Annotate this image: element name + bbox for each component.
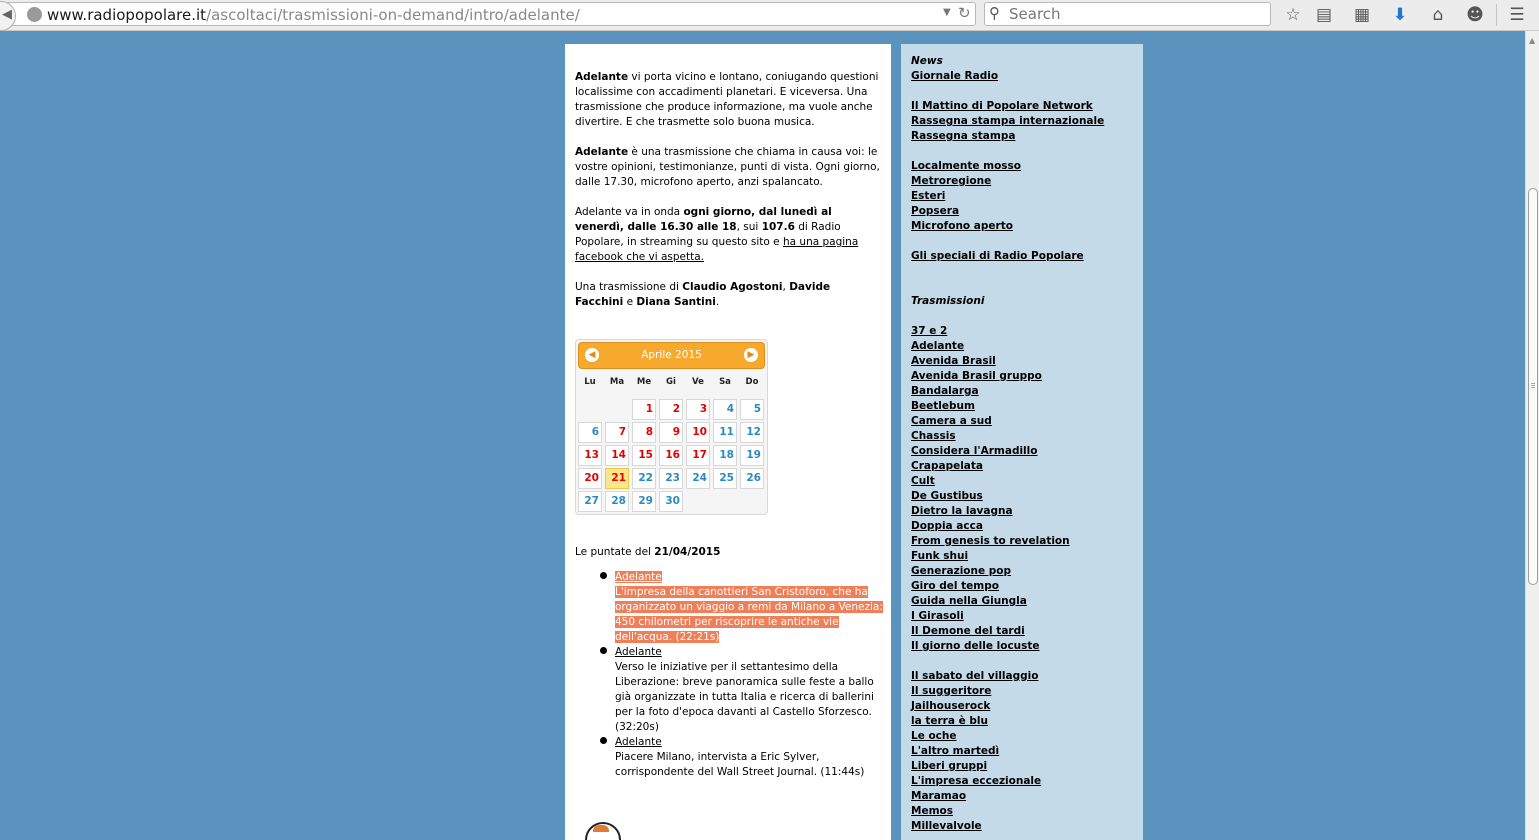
back-arrow-icon: ◀ [2, 7, 12, 22]
main-content [565, 44, 891, 840]
bullet-icon [600, 647, 607, 654]
episode-title-link[interactable]: Adelante [615, 571, 662, 583]
scroll-up-icon[interactable]: ▲ [1529, 36, 1536, 45]
episode-description-line: L'impresa della canottieri San Cristoforo, che ha [615, 586, 868, 598]
episode-description-line: 450 chilometri per riscoprire le antiche vie [615, 616, 839, 628]
episode-description-line: organizzato un viaggio a remi da Milano a Venezia: [615, 601, 883, 613]
facebook-link[interactable]: ha una pagina facebook che vi aspetta. [575, 236, 859, 263]
calendar-month-label: Aprile 2015 [641, 349, 702, 361]
calendar-day[interactable]: 18 [713, 445, 737, 466]
schedule-text: , sui [736, 221, 762, 233]
calendar-day-selected[interactable]: 21 [605, 468, 629, 489]
calendar-day[interactable]: 28 [605, 491, 629, 512]
host-name: Diana Santini [636, 296, 716, 308]
sidebar-link[interactable]: Crapapelata [911, 460, 983, 472]
sidebar-link[interactable]: Camera a sud [911, 415, 992, 427]
calendar-day[interactable]: 7 [605, 422, 629, 443]
calendar-day[interactable]: 1 [632, 399, 656, 420]
reading-list-icon[interactable]: ▤ [1315, 5, 1333, 25]
scroll-thumb[interactable] [1528, 188, 1538, 585]
calendar-day[interactable]: 24 [686, 468, 710, 489]
sidebar-heading-shows: Trasmissioni [911, 295, 985, 307]
search-input[interactable] [1009, 5, 1264, 23]
mascot-hair [593, 825, 609, 832]
calendar-day[interactable]: 26 [740, 468, 764, 489]
sidebar-link[interactable]: Popsera [911, 205, 960, 217]
intro-paragraph-2 [575, 145, 880, 190]
sidebar-link[interactable]: Cult [911, 475, 935, 487]
schedule-text: Adelante va in onda [575, 206, 684, 218]
sidebar-link[interactable]: Rassegna stampa [911, 130, 1016, 142]
sidebar-link[interactable]: Bandalarga [911, 385, 979, 397]
episode-description-line: corrispondente del Wall Street Journal. (11:44s) [615, 766, 865, 778]
sidebar-link[interactable]: Le oche [911, 730, 957, 742]
episode-text [615, 735, 885, 780]
calendar-day[interactable]: 12 [740, 422, 764, 443]
sidebar-link[interactable]: Adelante [911, 340, 965, 352]
episode-title-link[interactable]: Adelante [615, 646, 662, 658]
sidebar-link[interactable]: Il Demone del tardi [911, 625, 1025, 637]
calendar-day[interactable]: 9 [659, 422, 683, 443]
episode-description-line: per la foto d'epoca davanti al Castello Sforzesco. [615, 706, 872, 718]
sidebar-link[interactable]: L'altro martedì [911, 745, 1000, 757]
calendar-day[interactable]: 19 [740, 445, 764, 466]
episodes-date: 21/04/2015 [654, 546, 721, 558]
calendar-prev-icon[interactable]: ◀ [585, 348, 599, 362]
url-domain: www.radiopopolare.it [47, 6, 207, 24]
calendar-day[interactable]: 29 [632, 491, 656, 512]
episode-description-line: dell'acqua. (22:21s) [615, 631, 720, 643]
calendar-day[interactable]: 17 [686, 445, 710, 466]
calendar-day[interactable]: 14 [605, 445, 629, 466]
calendar-day[interactable]: 4 [713, 399, 737, 420]
sidebar-link[interactable]: I Girasoli [911, 610, 964, 622]
weekday-label: Me [636, 377, 652, 387]
sidebar-link[interactable]: Gli speciali di Radio Popolare [911, 250, 1084, 262]
sidebar-link[interactable]: Il sabato del villaggio [911, 670, 1039, 682]
frequency: 107.6 [761, 221, 795, 233]
credits-text: , [782, 281, 790, 293]
sidebar-link[interactable]: Localmente mosso [911, 160, 1022, 172]
sidebar-link[interactable]: Esteri [911, 190, 946, 202]
bullet-icon [600, 572, 607, 579]
sidebar-link[interactable]: Il giorno delle locuste [911, 640, 1040, 652]
credits-text: . [715, 296, 720, 308]
host-name: Claudio Agostoni [682, 281, 783, 293]
schedule-text: di Radio Popolare, in streaming su questo sito e [575, 221, 841, 248]
intro-text-1: vi porta vicino e lontano, coniugando questioni localissime con accadimenti planetari. E viceversa. Una trasmissione che produce informazione, ma vuole anche divertire. E che trasmette solo buona musica. [575, 71, 879, 128]
intro-paragraph-4 [575, 280, 880, 310]
pocket-grid-icon[interactable]: ▦ [1353, 5, 1371, 25]
episodes-date-prefix: Le puntate del [575, 546, 655, 558]
calendar-day[interactable]: 5 [740, 399, 764, 420]
episode-description-line: Liberazione: breve panoramica sulle feste a ballo [615, 676, 874, 688]
weekday-label: Lu [584, 377, 596, 387]
schedule-days: ogni giorno, dal lunedì al venerdì, dalle 16.30 alle 18 [575, 206, 832, 233]
calendar-day[interactable]: 13 [578, 445, 602, 466]
calendar-day[interactable]: 10 [686, 422, 710, 443]
reload-icon[interactable]: ↻ [958, 4, 971, 22]
sidebar-link[interactable]: Millevalvole [911, 820, 982, 832]
sidebar-link[interactable]: Giornale Radio [911, 70, 999, 82]
search-bar[interactable] [984, 2, 1271, 26]
sidebar-heading-news: News [911, 55, 943, 67]
intro-text-2: è una trasmissione che chiama in causa voi: le vostre opinioni, testimonianze, punti di vista. Ogni giorno, dalle 17.30, microfono aperto, anzi spalancato. [575, 146, 880, 188]
calendar-day[interactable]: 3 [686, 399, 710, 420]
episode-description-line: già organizzate in tutta Italia e ricerca di ballerini [615, 691, 874, 703]
calendar-day[interactable]: 22 [632, 468, 656, 489]
back-button[interactable] [0, 1, 16, 31]
url-bar[interactable] [0, 2, 976, 26]
sidebar-link[interactable]: Chassis [911, 430, 956, 442]
calendar-day[interactable]: 16 [659, 445, 683, 466]
episode-title-link[interactable]: Adelante [615, 736, 662, 748]
sidebar-link[interactable]: Maramao [911, 790, 967, 802]
search-icon: ⚲ [989, 4, 1000, 22]
episode-text [615, 645, 885, 735]
globe-icon [27, 7, 42, 22]
sidebar-link[interactable]: Guida nella Giungla [911, 595, 1027, 607]
episodes-date-line [575, 546, 720, 558]
weekday-label: Do [745, 377, 759, 387]
weekday-label: Sa [719, 377, 731, 387]
weekday-label: Ma [609, 377, 625, 387]
url-dropdown-icon[interactable]: ▼ [943, 7, 951, 18]
sidebar-link[interactable]: Metroregione [911, 175, 992, 187]
calendar-day[interactable]: 30 [659, 491, 683, 512]
sidebar-link[interactable]: Giro del tempo [911, 580, 999, 592]
episode-description-line: Piacere Milano, intervista a Eric Sylver, [615, 751, 820, 763]
url-path: /ascoltaci/trasmissioni-on-demand/intro/adelante/ [206, 6, 580, 24]
sidebar-link[interactable]: L'impresa eccezionale [911, 775, 1042, 787]
sidebar-link[interactable]: Avenida Brasil [911, 355, 996, 367]
sidebar-link[interactable]: Funk shui [911, 550, 969, 562]
calendar-day[interactable]: 15 [632, 445, 656, 466]
sidebar-link[interactable]: Liberi gruppi [911, 760, 988, 772]
calendar-header [578, 342, 765, 369]
toolbar-separator [1496, 4, 1497, 26]
home-icon[interactable]: ⌂ [1432, 5, 1444, 25]
show-name: Adelante [575, 146, 629, 158]
episode-text [615, 570, 885, 645]
browser-toolbar [0, 0, 1539, 31]
sidebar-link[interactable]: Generazione pop [911, 565, 1012, 577]
credits-text: Una trasmissione di [575, 281, 683, 293]
calendar-day[interactable]: 23 [659, 468, 683, 489]
show-name: Adelante [575, 71, 629, 83]
credits-text: e [623, 296, 637, 308]
download-icon[interactable]: ⬇ [1392, 5, 1408, 25]
menu-icon[interactable]: ☰ [1509, 5, 1525, 25]
sidebar-link[interactable]: Il Mattino di Popolare Network [911, 100, 1093, 112]
sidebar-link[interactable]: Jailhouserock [911, 700, 991, 712]
bullet-icon [600, 737, 607, 744]
calendar-day[interactable]: 11 [713, 422, 737, 443]
calendar-day[interactable]: 2 [659, 399, 683, 420]
scrollbar[interactable] [1525, 31, 1539, 840]
sidebar-link[interactable]: Beetlebum [911, 400, 975, 412]
sidebar-link[interactable]: From genesis to revelation [911, 535, 1070, 547]
sidebar-link[interactable]: Rassegna stampa internazionale [911, 115, 1105, 127]
intro-paragraph-1 [575, 70, 880, 130]
calendar-day[interactable]: 25 [713, 468, 737, 489]
calendar-day[interactable]: 27 [578, 491, 602, 512]
sidebar-link[interactable]: 37 e 2 [911, 325, 948, 337]
sidebar-link[interactable]: Doppia acca [911, 520, 983, 532]
sidebar-link[interactable]: la terra è blu [911, 715, 988, 727]
calendar-day[interactable]: 6 [578, 422, 602, 443]
sidebar-link[interactable]: Dietro la lavagna [911, 505, 1013, 517]
calendar-day[interactable]: 20 [578, 468, 602, 489]
url-text[interactable] [47, 6, 580, 24]
sidebar-link[interactable]: Memos [911, 805, 953, 817]
host-name: Davide Facchini [575, 281, 831, 308]
episode-description-line: Verso le iniziative per il settantesimo della [615, 661, 839, 673]
sidebar-link[interactable]: Microfono aperto [911, 220, 1013, 232]
bookmark-star-icon[interactable]: ☆ [1285, 5, 1301, 25]
intro-paragraph-3 [575, 205, 880, 265]
sidebar-link[interactable]: De Gustibus [911, 490, 983, 502]
weekday-label: Ve [692, 377, 704, 387]
weekday-label: Gi [666, 377, 676, 387]
calendar-day[interactable]: 8 [632, 422, 656, 443]
sidebar-link[interactable]: Avenida Brasil gruppo [911, 370, 1042, 382]
sidebar-link[interactable]: Considera l'Armadillo [911, 445, 1038, 457]
scroll-grip [1531, 383, 1535, 384]
episode-description-line: (32:20s) [615, 721, 659, 733]
sidebar [901, 44, 1143, 840]
sidebar-link[interactable]: Il suggeritore [911, 685, 992, 697]
chat-icon[interactable]: ☻ [1466, 5, 1484, 25]
calendar-widget [575, 339, 768, 515]
calendar-next-icon[interactable]: ▶ [744, 348, 758, 362]
